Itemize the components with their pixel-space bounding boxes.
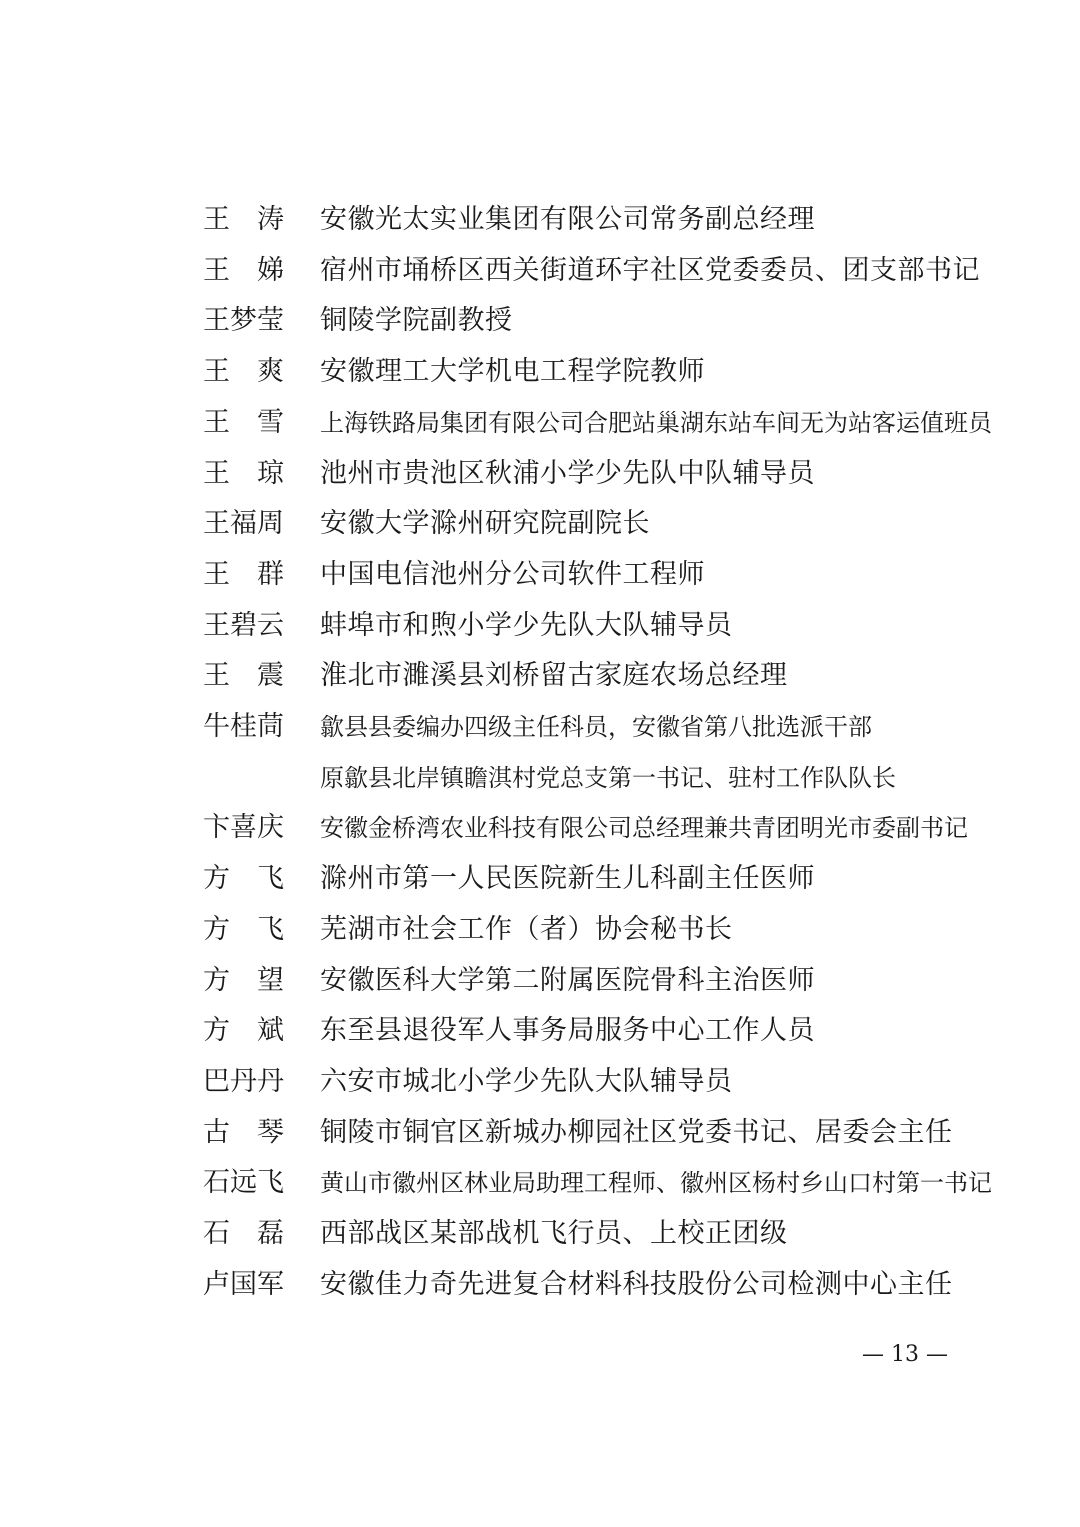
person-title: 六安市城北小学少先队大队辅导员 — [320, 1065, 733, 1097]
person-name: 方 飞 — [203, 913, 284, 945]
list-item — [203, 246, 980, 297]
person-name: 方 望 — [203, 964, 284, 996]
person-name: 王 震 — [203, 660, 284, 692]
person-title: 铜陵学院副教授 — [320, 305, 513, 337]
person-title: 西部战区某部战机飞行员、上校正团级 — [320, 1218, 788, 1250]
list-item — [203, 1209, 963, 1260]
person-name: 王 雪 — [203, 406, 284, 438]
person-title: 中国电信池州分公司软件工程师 — [320, 558, 705, 590]
person-title-continued: 原歙县北岸镇瞻淇村党总支第一书记、驻村工作队队长 — [320, 763, 896, 792]
person-name: 卢国军 — [203, 1268, 284, 1300]
list-item — [203, 1260, 963, 1311]
person-title: 安徽医科大学第二附属医院骨科主治医师 — [320, 964, 815, 996]
person-title: 安徽理工大学机电工程学院教师 — [320, 356, 705, 388]
person-name: 王 涛 — [203, 204, 284, 235]
list-item — [203, 854, 963, 905]
person-title: 安徽大学滁州研究院副院长 — [320, 508, 650, 540]
person-title: 芜湖市社会工作（者）协会秘书长 — [320, 913, 733, 945]
person-name: 方 斌 — [203, 1015, 284, 1047]
list-item — [203, 956, 963, 1007]
person-title: 滁州市第一人民医院新生儿科副主任医师 — [320, 863, 815, 895]
name-list — [203, 195, 992, 1310]
list-item — [203, 1108, 963, 1159]
person-title: 铜陵市铜官区新城办柳园社区党委书记、居委会主任 — [320, 1116, 953, 1148]
person-name: 石远飞 — [203, 1167, 284, 1199]
person-name: 王 爽 — [203, 356, 284, 388]
person-title: 黄山市徽州区林业局助理工程师、徽州区杨村乡山口村第一书记 — [320, 1169, 992, 1198]
list-item — [203, 550, 963, 601]
person-title: 上海铁路局集团有限公司合肥站巢湖东站车间无为站客运值班员 — [320, 408, 992, 437]
person-title: 安徽佳力奇先进复合材料科技股份公司检测中心主任 — [320, 1268, 953, 1300]
person-name: 王 娣 — [203, 254, 284, 286]
person-title: 安徽金桥湾农业科技有限公司总经理兼共青团明光市委副书记 — [320, 814, 968, 843]
list-item — [203, 1057, 963, 1108]
person-title: 淮北市濉溪县刘桥留古家庭农场总经理 — [320, 660, 788, 692]
list-item — [203, 398, 992, 449]
list-item — [203, 601, 963, 652]
list-item — [203, 347, 963, 398]
person-title: 东至县退役军人事务局服务中心工作人员 — [320, 1015, 815, 1047]
person-title: 安徽光太实业集团有限公司常务副总经理 — [320, 204, 815, 235]
person-title: 宿州市埇桥区西关街道环宇社区党委委员、团支部书记 — [320, 254, 980, 286]
person-name: 卞喜庆 — [203, 812, 284, 844]
person-name: 牛桂茼 — [203, 711, 284, 743]
list-item — [203, 803, 968, 854]
list-item — [203, 702, 963, 803]
page-number: — 13 — — [862, 1342, 948, 1367]
list-item — [203, 296, 963, 347]
person-name: 王福周 — [203, 508, 284, 540]
person-name: 王碧云 — [203, 609, 284, 641]
person-title: 歙县县委编办四级主任科员，安徽省第八批选派干部 — [320, 713, 872, 742]
person-title: 蚌埠市和煦小学少先队大队辅导员 — [320, 609, 733, 641]
list-item — [203, 195, 963, 246]
list-item — [203, 1158, 992, 1209]
person-name: 方 飞 — [203, 863, 284, 895]
list-item — [203, 499, 963, 550]
person-name: 古 琴 — [203, 1116, 284, 1148]
person-name: 王 群 — [203, 558, 284, 590]
person-name: 石 磊 — [203, 1218, 284, 1250]
list-item — [203, 905, 963, 956]
list-item — [203, 651, 963, 702]
person-name: 王 琼 — [203, 457, 284, 489]
list-item — [203, 449, 963, 500]
list-item — [203, 1006, 963, 1057]
person-title: 池州市贵池区秋浦小学少先队中队辅导员 — [320, 457, 815, 489]
person-name: 王梦莹 — [203, 305, 284, 337]
person-name: 巴丹丹 — [203, 1065, 284, 1097]
